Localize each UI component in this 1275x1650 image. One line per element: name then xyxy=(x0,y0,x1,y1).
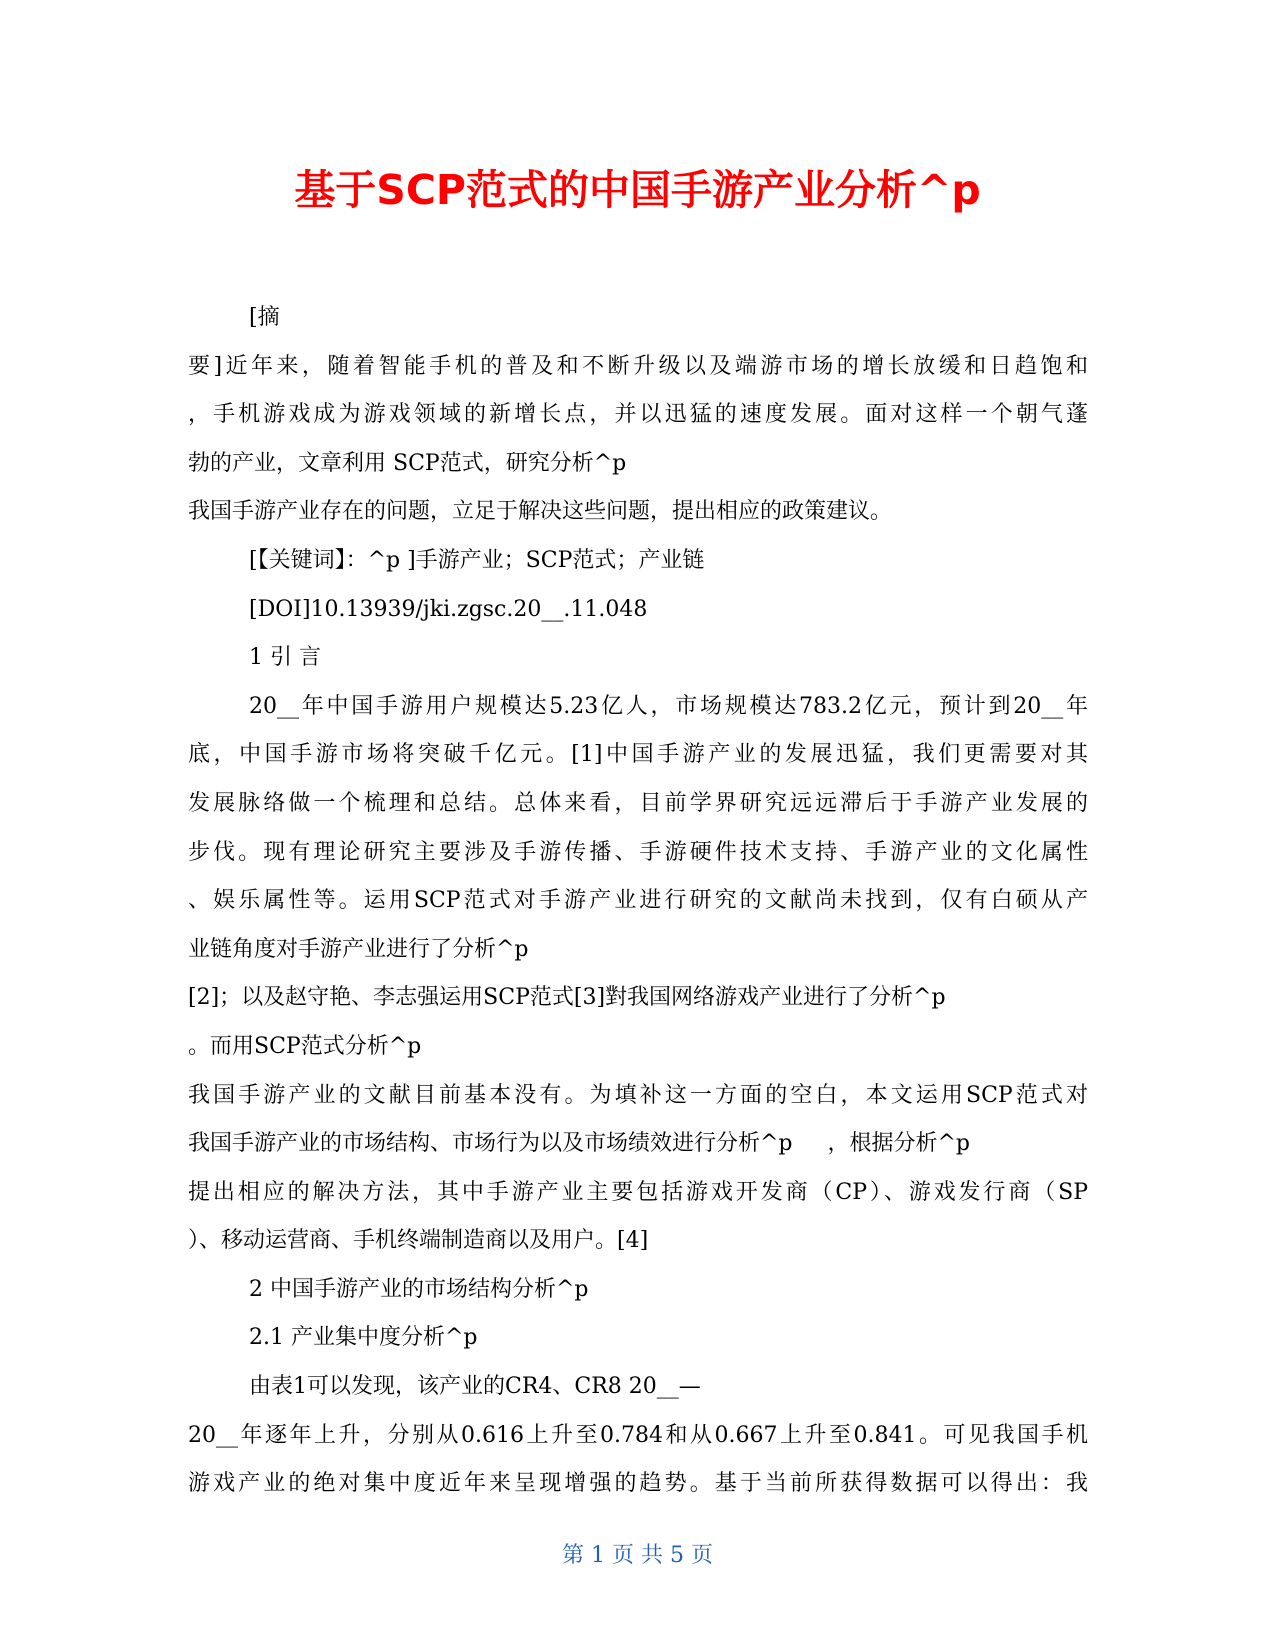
body-line: 提出相应的解决方法，其中手游产业主要包括游戏开发商（CP）、游戏发行商（SP xyxy=(188,1179,1088,1205)
body-line: ，手机游戏成为游戏领域的新增长点，并以迅猛的速度发展。面对这样一个朝气蓬 xyxy=(188,402,1088,428)
body-line: 底，中国手游市场将突破千亿元。[1]中国手游产业的发展迅猛，我们更需要对其 xyxy=(188,742,1088,768)
body-line: 、娱乐属性等。运用SCP范式对手游产业进行研究的文献尚未找到，仅有白硕从产 xyxy=(188,888,1088,914)
keywords-line: [【关键词】：^p ]手游产业；SCP范式；产业链 xyxy=(249,547,705,573)
page-number-footer: 第 1 页 共 5 页 xyxy=(562,1543,713,1568)
body-line: 游戏产业的绝对集中度近年来呈现增强的趋势。基于当前所获得数据可以得出：我 xyxy=(188,1471,1088,1497)
body-line: 勃的产业，文章利用 SCP范式，研究分析^p xyxy=(188,450,627,476)
body-line: 步伐。现有理论研究主要涉及手游传播、手游硬件技术支持、手游产业的文化属性 xyxy=(188,839,1088,865)
body-line: 发展脉络做一个梳理和总结。总体来看，目前学界研究远远滞后于手游产业发展的 xyxy=(188,790,1088,816)
doi-line: [DOI]10.13939/jki.zgsc.20__.11.048 xyxy=(249,596,648,622)
abstract-label-line: [摘 xyxy=(249,305,280,330)
subsection-heading: 2.1 产业集中度分析^p xyxy=(249,1325,478,1351)
body-line: 20__年中国手游用户规模达5.23亿人，市场规模达783.2亿元，预计到20__年 xyxy=(249,693,1088,719)
body-line: 要]近年来，随着智能手机的普及和不断升级以及端游市场的增长放缓和日趋饱和 xyxy=(188,353,1088,379)
section-heading: 1 引 言 xyxy=(249,645,321,671)
body-line: 20__年逐年上升，分别从0.616上升至0.784和从0.667上升至0.841。可见我国手机 xyxy=(188,1422,1088,1448)
body-line: ）、移动运营商、手机终端制造商以及用户。[4] xyxy=(188,1228,649,1254)
body-line: 由表1可以发现，该产业的CR4、CR8 20__— xyxy=(249,1374,701,1400)
body-line: 我国手游产业的市场结构、市场行为以及市场绩效进行分析^p ，根据分析^p xyxy=(188,1131,971,1157)
body-line: [2]；以及赵守艳、李志强运用SCP范式[3]對我国网络游戏产业进行了分析^p xyxy=(188,985,946,1011)
body-line: 业链角度对手游产业进行了分析^p xyxy=(188,936,529,962)
body-line: 我国手游产业的文献目前基本没有。为填补这一方面的空白，本文运用SCP范式对 xyxy=(188,1082,1088,1108)
body-line: 。而用SCP范式分析^p xyxy=(188,1033,422,1059)
body-line: 我国手游产业存在的问题，立足于解决这些问题，提出相应的政策建议。 xyxy=(188,499,893,525)
section-heading: 2 中国手游产业的市场结构分析^p xyxy=(249,1276,589,1302)
document-body xyxy=(188,294,1088,1509)
document-title: 基于SCP范式的中国手游产业分析^p xyxy=(294,166,981,214)
